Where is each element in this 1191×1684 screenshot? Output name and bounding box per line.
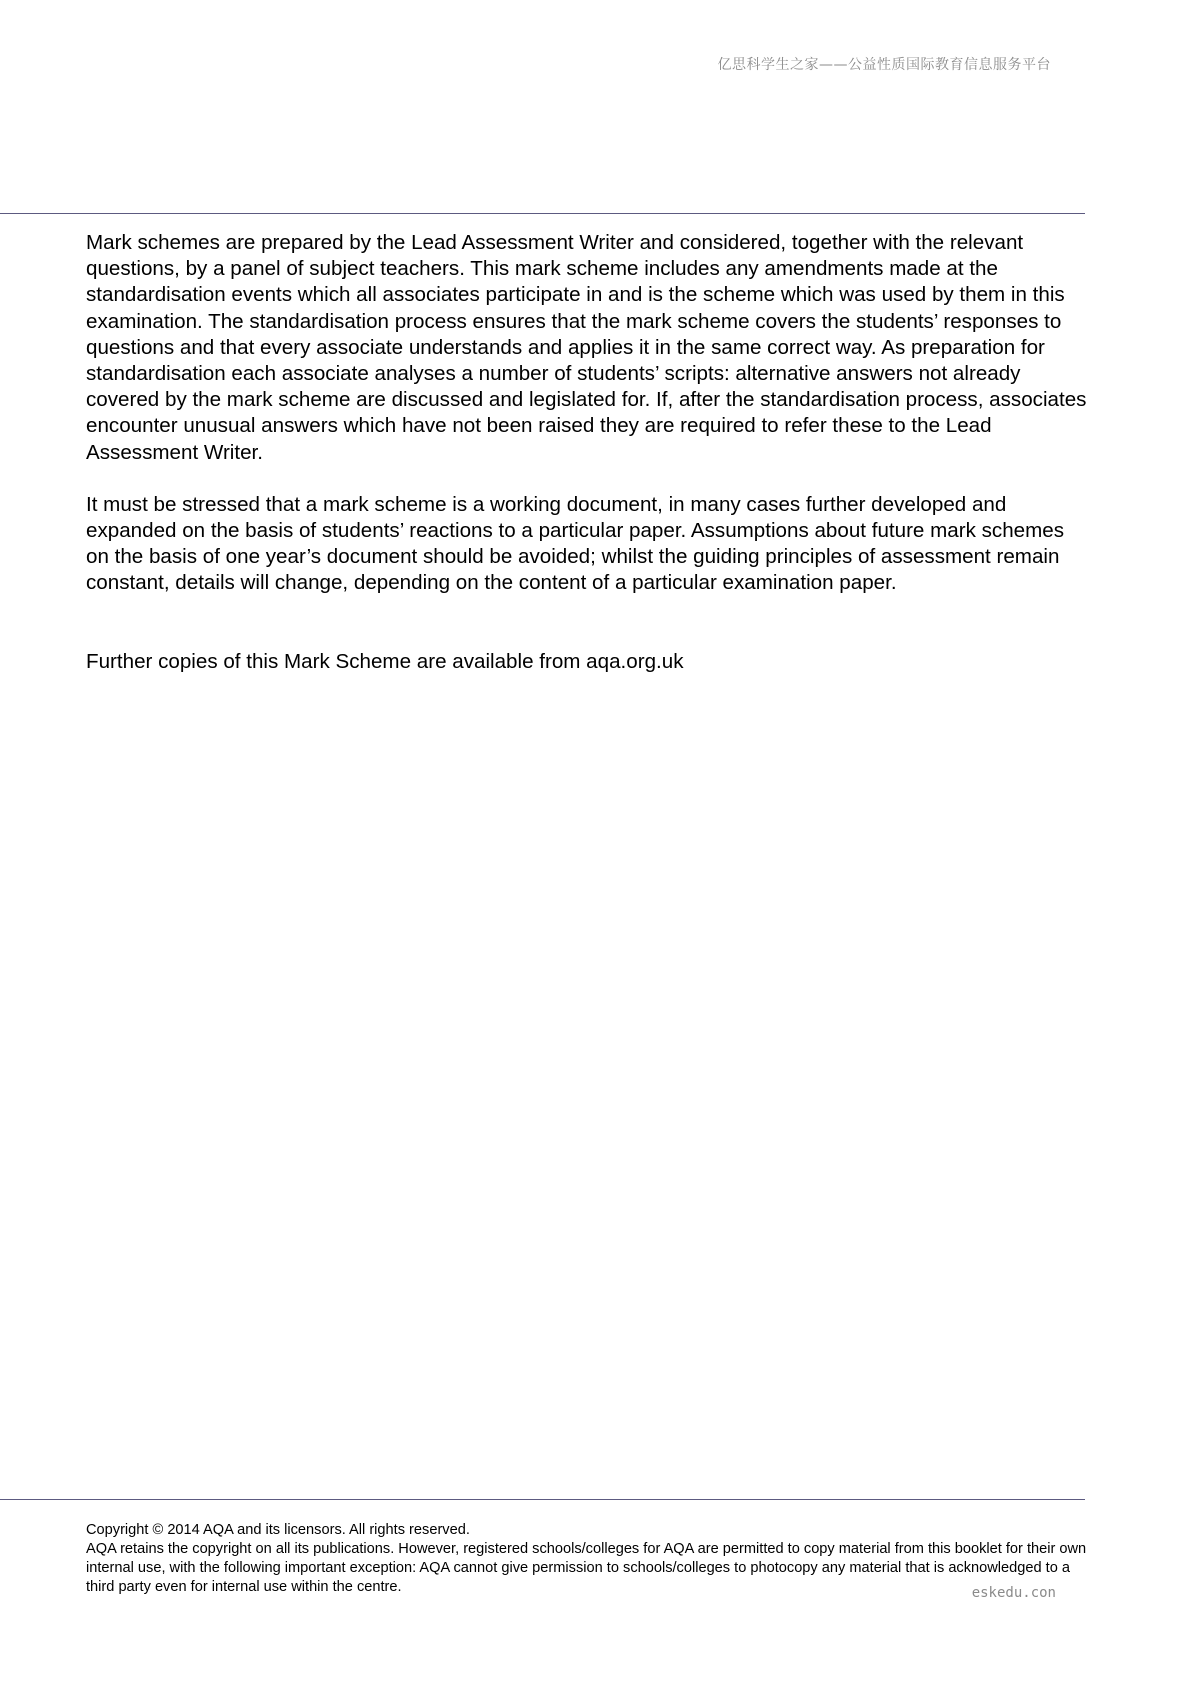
footer-notice: AQA retains the copyright on all its publications. However, registered schools/colleges for AQA are permitted to copy material from this booklet for their own internal use, with the following important exception: AQA cannot give permission to schools/colleges to photocopy any material that is acknowledged to a third party even for internal use within the centre. xyxy=(86,1541,1087,1595)
header-watermark: 亿思科学生之家——公益性质国际教育信息服务平台 xyxy=(717,57,1051,73)
top-divider xyxy=(0,213,1085,214)
bottom-divider xyxy=(0,1499,1085,1500)
footer-copyright: Copyright © 2014 AQA and its licensors. All rights reserved. xyxy=(86,1522,470,1538)
footer-site-watermark: eskedu.con xyxy=(971,1585,1056,1601)
paragraph-mark-scheme-preparation: Mark schemes are prepared by the Lead Assessment Writer and considered, together with the relevant questions, by a panel of subject teachers. This mark scheme includes any amendments made at the standardisation events which all associates participate in and is the scheme which was used by them in this examination. The standardisation process ensures that the mark scheme covers the students’ responses to questions and that every associate understands and applies it in the same correct way. As preparation for standardisation each associate analyses a number of students’ scripts: alternative answers not already covered by the mark scheme are discussed and legislated for. If, after the standardisation process, associates encounter unusual answers which have not been raised they are required to refer these to the Lead Assessment Writer. xyxy=(86,231,1087,464)
main-content xyxy=(86,230,1091,675)
footer xyxy=(86,1521,1096,1597)
paragraph-further-copies: Further copies of this Mark Scheme are available from aqa.org.uk xyxy=(86,649,684,673)
paragraph-working-document: It must be stressed that a mark scheme is a working document, in many cases further developed and expanded on the basis of students’ reactions to a particular paper. Assumptions about future mark schemes on the basis of one year’s document should be avoided; whilst the guiding principles of assessment remain constant, details will change, depending on the content of a particular examination paper. xyxy=(86,492,1065,595)
